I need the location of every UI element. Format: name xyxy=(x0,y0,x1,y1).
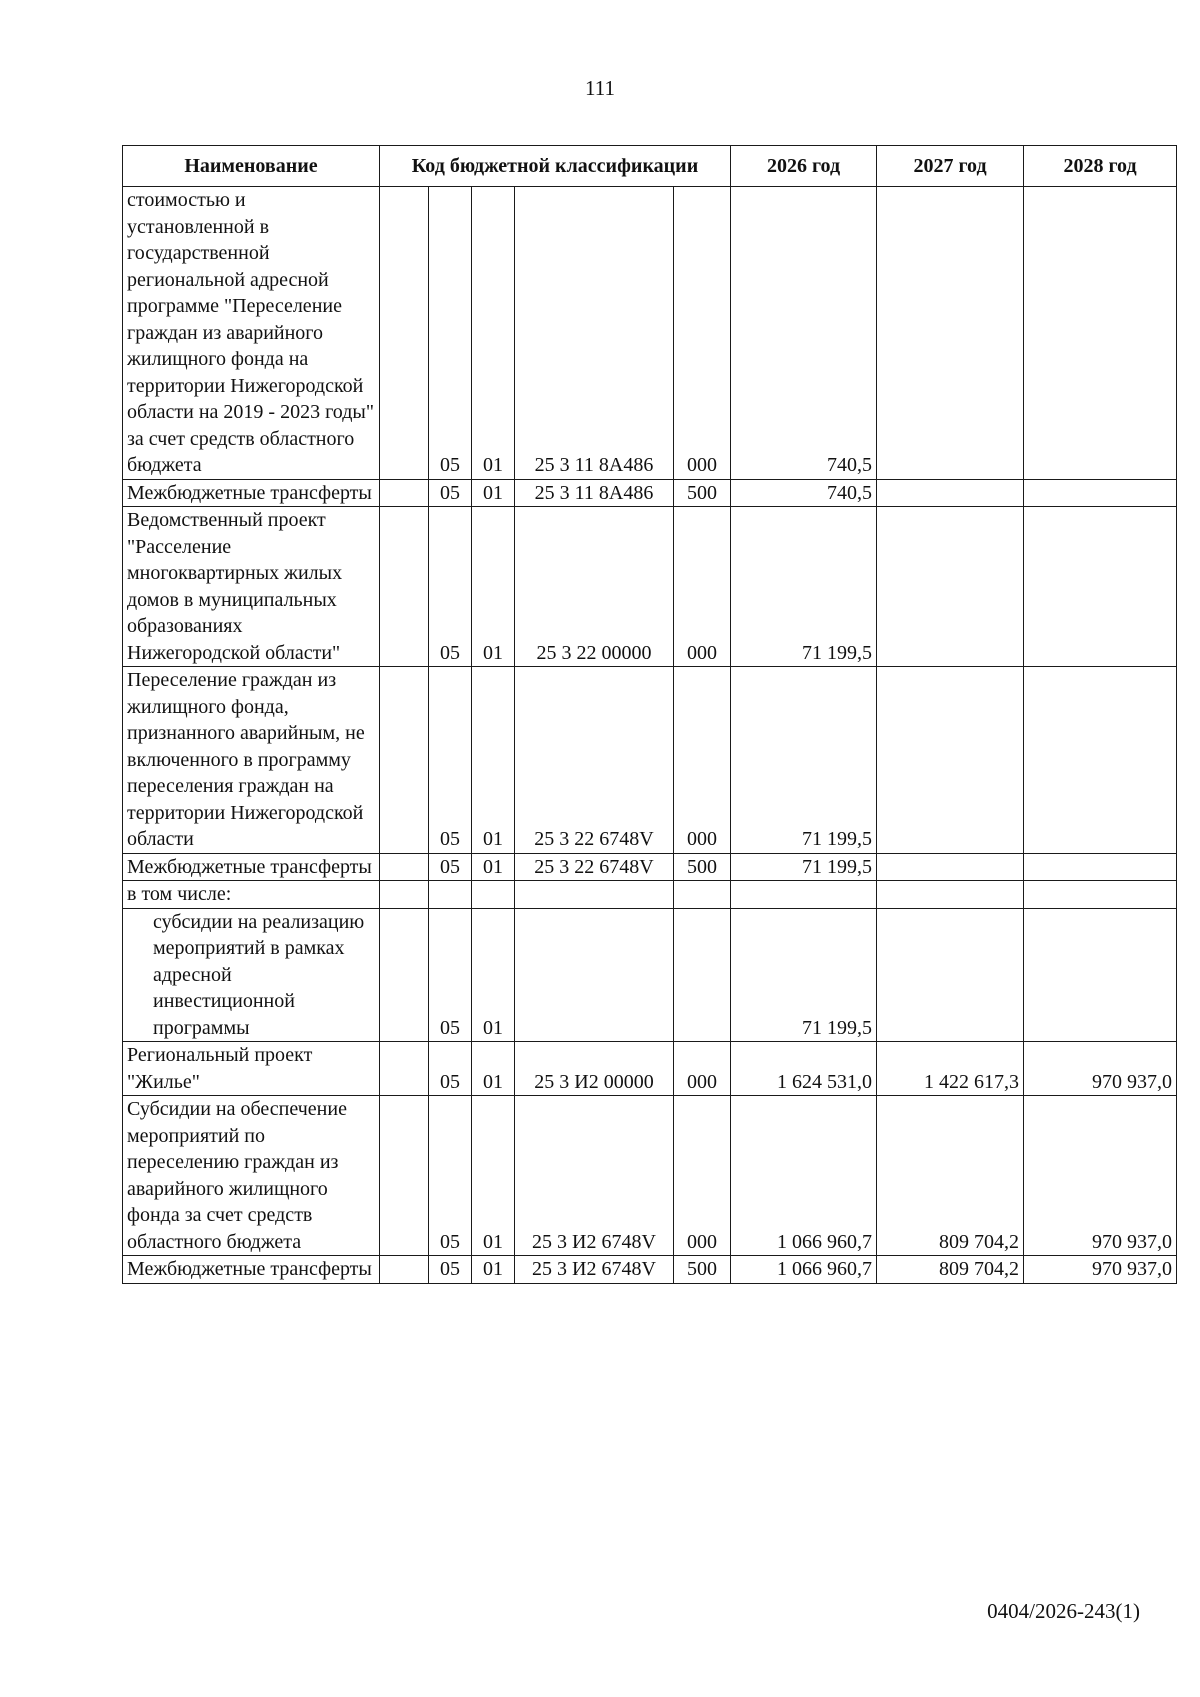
code-part-1 xyxy=(380,881,429,909)
code-subsection xyxy=(472,881,515,909)
code-target: 25 3 И2 6748V xyxy=(515,1096,674,1256)
code-part-1 xyxy=(380,507,429,667)
value-2027: 809 704,2 xyxy=(877,1256,1024,1284)
table-row xyxy=(123,881,1177,909)
code-part-1 xyxy=(380,1256,429,1284)
code-subsection: 01 xyxy=(472,479,515,507)
code-expense-type: 000 xyxy=(674,667,731,854)
code-target: 25 3 11 8А486 xyxy=(515,479,674,507)
code-expense-type: 000 xyxy=(674,507,731,667)
code-section xyxy=(429,881,472,909)
table-row xyxy=(123,507,1177,667)
code-target xyxy=(515,908,674,1042)
code-part-1 xyxy=(380,479,429,507)
code-section: 05 xyxy=(429,1096,472,1256)
table-row xyxy=(123,479,1177,507)
code-subsection: 01 xyxy=(472,187,515,480)
code-expense-type: 000 xyxy=(674,187,731,480)
table-row xyxy=(123,667,1177,854)
table-row xyxy=(123,187,1177,480)
table-row xyxy=(123,853,1177,881)
code-part-1 xyxy=(380,853,429,881)
value-2028 xyxy=(1024,881,1177,909)
value-2027 xyxy=(877,853,1024,881)
value-2026: 71 199,5 xyxy=(731,908,877,1042)
code-target xyxy=(515,881,674,909)
code-part-1 xyxy=(380,667,429,854)
row-name: Субсидии на обеспечение мероприятий по переселению граждан из аварийного жилищного фонда за счет средств областного бюджета xyxy=(123,1096,380,1256)
value-2026: 71 199,5 xyxy=(731,507,877,667)
code-subsection: 01 xyxy=(472,1042,515,1096)
code-expense-type: 500 xyxy=(674,479,731,507)
value-2027 xyxy=(877,881,1024,909)
header-code: Код бюджетной классификации xyxy=(380,146,731,187)
code-subsection: 01 xyxy=(472,853,515,881)
value-2028: 970 937,0 xyxy=(1024,1096,1177,1256)
row-name: в том числе: xyxy=(123,881,380,909)
value-2028: 970 937,0 xyxy=(1024,1256,1177,1284)
code-target: 25 3 22 6748V xyxy=(515,853,674,881)
value-2028 xyxy=(1024,479,1177,507)
code-expense-type xyxy=(674,881,731,909)
value-2026 xyxy=(731,881,877,909)
value-2028 xyxy=(1024,853,1177,881)
value-2027 xyxy=(877,507,1024,667)
value-2028: 970 937,0 xyxy=(1024,1042,1177,1096)
code-subsection: 01 xyxy=(472,1096,515,1256)
code-section: 05 xyxy=(429,187,472,480)
budget-table xyxy=(122,145,1177,1284)
code-target: 25 3 22 6748V xyxy=(515,667,674,854)
row-name: Межбюджетные трансферты xyxy=(123,479,380,507)
code-section: 05 xyxy=(429,1256,472,1284)
value-2028 xyxy=(1024,507,1177,667)
code-target: 25 3 И2 6748V xyxy=(515,1256,674,1284)
value-2026: 1 066 960,7 xyxy=(731,1256,877,1284)
row-name: Межбюджетные трансферты xyxy=(123,1256,380,1284)
code-expense-type: 500 xyxy=(674,1256,731,1284)
code-section: 05 xyxy=(429,853,472,881)
code-section: 05 xyxy=(429,1042,472,1096)
value-2027 xyxy=(877,479,1024,507)
code-part-1 xyxy=(380,1096,429,1256)
value-2026: 740,5 xyxy=(731,479,877,507)
value-2026: 1 066 960,7 xyxy=(731,1096,877,1256)
table-row xyxy=(123,1042,1177,1096)
code-section: 05 xyxy=(429,507,472,667)
header-2028: 2028 год xyxy=(1024,146,1177,187)
value-2028 xyxy=(1024,667,1177,854)
value-2027 xyxy=(877,667,1024,854)
code-expense-type xyxy=(674,908,731,1042)
row-name: субсидии на реализацию мероприятий в рамках адресной инвестиционной программы xyxy=(123,908,380,1042)
table-header-row xyxy=(123,146,1177,187)
value-2027: 1 422 617,3 xyxy=(877,1042,1024,1096)
code-target: 25 3 22 00000 xyxy=(515,507,674,667)
code-expense-type: 000 xyxy=(674,1096,731,1256)
value-2027 xyxy=(877,908,1024,1042)
code-subsection: 01 xyxy=(472,507,515,667)
row-name: Межбюджетные трансферты xyxy=(123,853,380,881)
header-2027: 2027 год xyxy=(877,146,1024,187)
code-section: 05 xyxy=(429,479,472,507)
code-target: 25 3 11 8А486 xyxy=(515,187,674,480)
code-expense-type: 000 xyxy=(674,1042,731,1096)
value-2028 xyxy=(1024,908,1177,1042)
value-2028 xyxy=(1024,187,1177,480)
code-subsection: 01 xyxy=(472,1256,515,1284)
code-section: 05 xyxy=(429,667,472,854)
value-2027 xyxy=(877,187,1024,480)
row-name: Региональный проект "Жилье" xyxy=(123,1042,380,1096)
value-2026: 71 199,5 xyxy=(731,667,877,854)
code-subsection: 01 xyxy=(472,667,515,854)
value-2026: 1 624 531,0 xyxy=(731,1042,877,1096)
table-row xyxy=(123,908,1177,1042)
value-2026: 71 199,5 xyxy=(731,853,877,881)
code-part-1 xyxy=(380,187,429,480)
code-subsection: 01 xyxy=(472,908,515,1042)
code-part-1 xyxy=(380,1042,429,1096)
header-name: Наименование xyxy=(123,146,380,187)
header-2026: 2026 год xyxy=(731,146,877,187)
row-name: стоимостью и установленной в государственной региональной адресной программе "Переселение граждан из аварийного жилищного фонда на территории Нижегородской области на 2019 - 2023 годы" за счет средств областного бюджета xyxy=(123,187,380,480)
value-2026: 740,5 xyxy=(731,187,877,480)
value-2027: 809 704,2 xyxy=(877,1096,1024,1256)
code-target: 25 3 И2 00000 xyxy=(515,1042,674,1096)
row-name: Ведомственный проект "Расселение многоквартирных жилых домов в муниципальных образованиях Нижегородской области" xyxy=(123,507,380,667)
code-section: 05 xyxy=(429,908,472,1042)
page-number: 111 xyxy=(585,76,615,100)
table-row xyxy=(123,1256,1177,1284)
document-id: 0404/2026-243(1) xyxy=(987,1599,1140,1623)
row-name: Переселение граждан из жилищного фонда, признанного аварийным, не включенного в программу переселения граждан на территории Нижегородской области xyxy=(123,667,380,854)
code-part-1 xyxy=(380,908,429,1042)
code-expense-type: 500 xyxy=(674,853,731,881)
table-row xyxy=(123,1096,1177,1256)
